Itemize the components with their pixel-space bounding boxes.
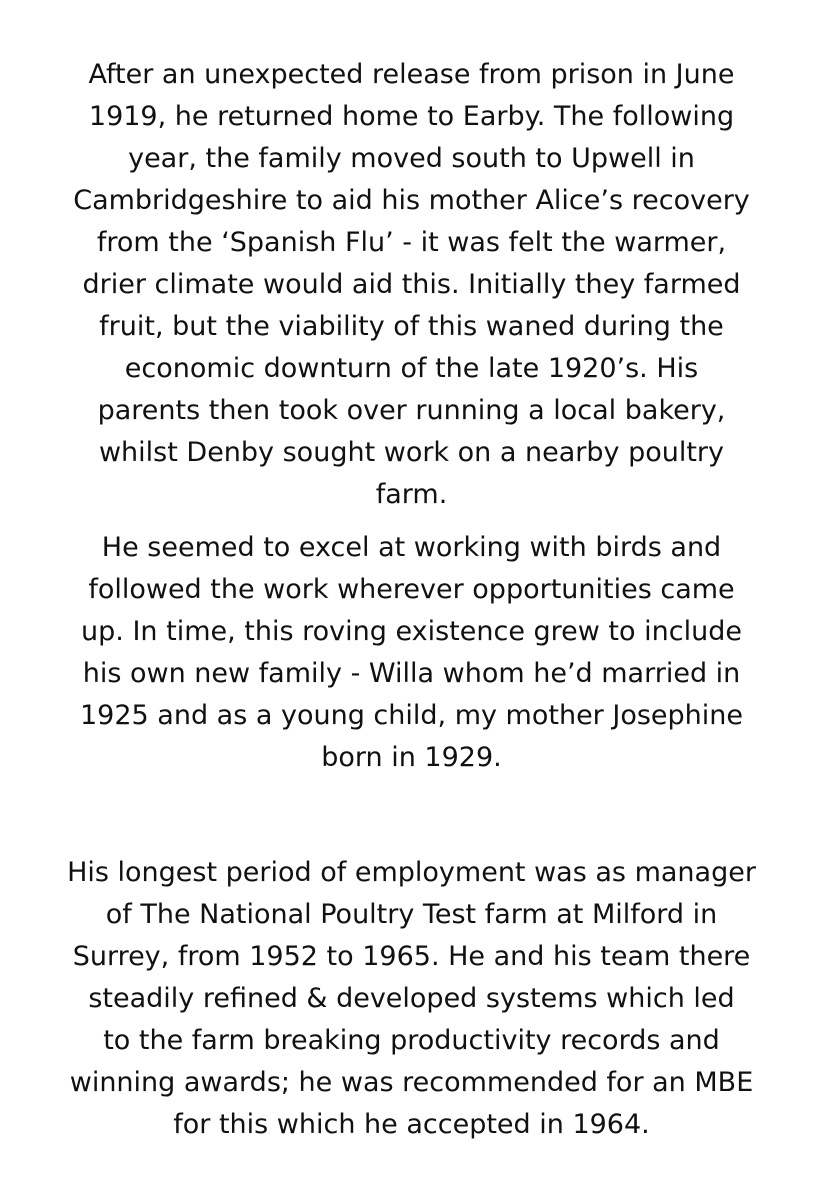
text-line: his own new family - Willa whom he’d married in: [82, 658, 741, 689]
text-line: He seemed to excel at working with birds and: [101, 532, 722, 563]
text-line: Cambridgeshire to aid his mother Alice’s recovery: [73, 185, 750, 216]
paragraph-poultry-test-farm: [40, 852, 783, 1146]
text-line: whilst Denby sought work on a nearby poultry: [98, 437, 725, 468]
text-line: After an unexpected release from prison in June: [88, 59, 735, 90]
text-line: steadily refined & developed systems which led: [88, 983, 735, 1014]
text-line: to the farm breaking productivity records and: [103, 1025, 720, 1056]
text-line: winning awards; he was recommended for an MBE: [69, 1067, 754, 1098]
paragraph-release-and-upwell: [40, 54, 783, 516]
text-line: Surrey, from 1952 to 1965. He and his team there: [72, 941, 751, 972]
text-line: farm.: [375, 479, 448, 510]
text-line: born in 1929.: [321, 742, 502, 773]
text-line: year, the family moved south to Upwell in: [128, 143, 695, 174]
text-line: up. In time, this roving existence grew to include: [81, 616, 742, 647]
text-line: economic downturn of the late 1920’s. His: [124, 353, 699, 384]
text-line: followed the work wherever opportunities came: [88, 574, 735, 605]
text-line: parents then took over running a local bakery,: [97, 395, 726, 426]
text-line: of The National Poultry Test farm at Milford in: [105, 899, 718, 930]
text-line: 1925 and as a young child, my mother Josephine: [79, 700, 744, 731]
text-line: for this which he accepted in 1964.: [173, 1109, 650, 1140]
text-line: drier climate would aid this. Initially they farmed: [82, 269, 741, 300]
text-line: 1919, he returned home to Earby. The following: [88, 101, 735, 132]
paragraph-working-with-birds: [40, 527, 783, 779]
text-line: from the ‘Spanish Flu’ - it was felt the warmer,: [96, 227, 727, 258]
text-line: His longest period of employment was as manager: [67, 857, 756, 888]
text-line: fruit, but the viability of this waned during the: [99, 311, 724, 342]
